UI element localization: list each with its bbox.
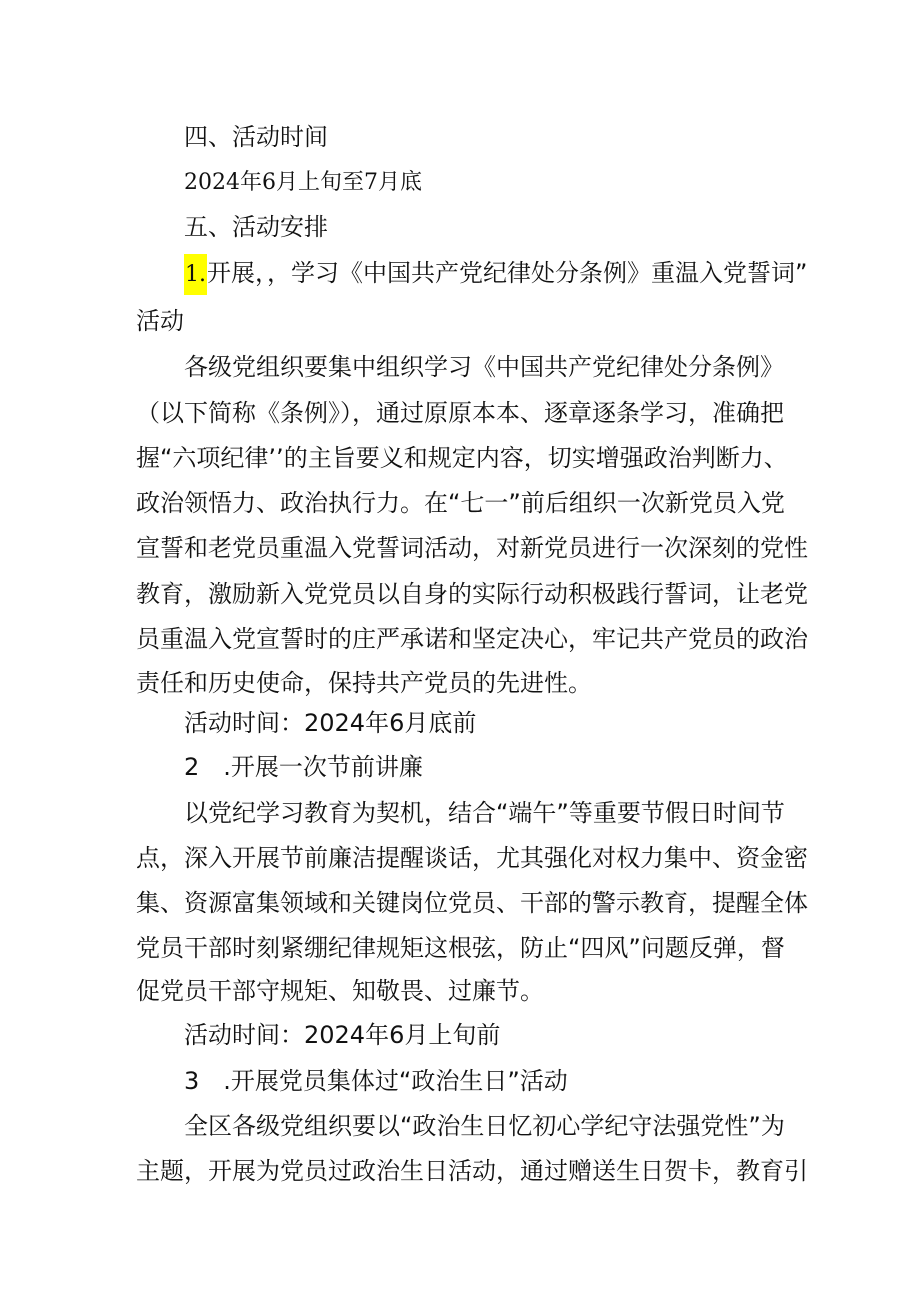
paragraph-line: 责任和历史使命，保持共产党员的先进性。 [136,669,592,697]
paragraph-line: 政治领悟力、政治执行力。在“七一”前后组织一次新党员入党 [136,489,785,517]
paragraph-line: 各级党组织要集中组织学习《中国共产党纪律处分条例》 [184,353,784,381]
paragraph-line: 党员干部时刻紧绷纪律规矩这根弦，防止“四风”问题反弹，督 [136,934,785,962]
item1-title-text: 开展，，学习《中国共产党纪律处分条例》重温入党誓词” [207,259,808,287]
item1-activity-time: 活动时间：2024年6月底前 [184,709,477,737]
paragraph-line: 点，深入开展节前廉洁提醒谈话，尤其强化对权力集中、资金密 [136,844,808,872]
paragraph-line: 教育，激励新入党党员以自身的实际行动积极践行誓词，让老党 [136,580,808,608]
highlighted-number: 1. [184,254,207,295]
paragraph-line: （以下简称《条例》），通过原原本本、逐章逐条学习，准确把 [136,399,784,427]
paragraph-line: 集、资源富集领域和关键岗位党员、干部的警示教育，提醒全体 [136,889,808,917]
paragraph-line: 宣誓和老党员重温入党誓词活动，对新党员进行一次深刻的党性 [136,534,808,562]
paragraph-line: 以党纪学习教育为契机，结合“端午”等重要节假日时间节 [184,799,785,827]
item2-title: 2 .开展一次节前讲廉 [184,753,423,781]
item2-activity-time: 活动时间：2024年6月上旬前 [184,1021,501,1049]
section4-heading: 四、活动时间 [184,123,328,151]
section5-heading: 五、活动安排 [184,213,328,241]
item3-title: 3 .开展党员集体过“政治生日”活动 [184,1067,568,1095]
item1-title-line1 [184,258,807,290]
paragraph-line: 员重温入党宣誓时的庄严承诺和坚定决心，牢记共产党员的政治 [136,625,808,653]
paragraph-line: 促党员干部守规矩、知敬畏、过廉节。 [136,977,544,1005]
item1-title-line2: 活动 [136,307,184,335]
paragraph-line: 主题，开展为党员过政治生日活动，通过赠送生日贺卡，教育引 [136,1157,808,1185]
paragraph-line: 握“六项纪律’’的主旨要义和规定内容，切实增强政治判断力、 [136,444,788,472]
paragraph-line: 全区各级党组织要以“政治生日忆初心学纪守法强党性”为 [184,1112,785,1140]
section4-time: 2024年6月上旬至7月底 [184,170,422,195]
